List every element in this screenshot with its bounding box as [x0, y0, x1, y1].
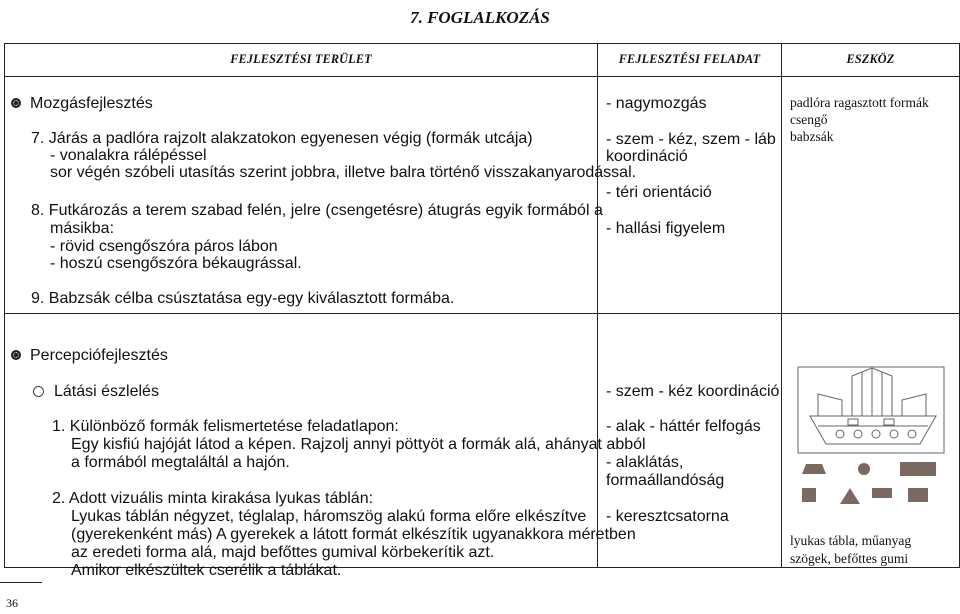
boat-worksheet-illustration: [788, 364, 950, 514]
task-line: - hallási figyelem: [606, 220, 726, 237]
activity-line: sor végén szóbeli utasítás szerint jobbra, illetve balra történő visszakanyarodással.: [50, 164, 637, 181]
flower-bullet-icon: [11, 98, 21, 108]
task-line: - nagymozgás: [606, 95, 707, 112]
footer-separator: [0, 582, 42, 583]
activity-line: - rövid csengőszóra páros lábon: [50, 238, 278, 255]
header-development-task: FEJLESZTÉSI FELADAT: [598, 44, 782, 77]
task-line: koordináció: [606, 148, 688, 165]
activity-line: Amikor elkészültek cserélik a táblákat.: [71, 562, 342, 579]
activity-line: Lyukas táblán négyzet, téglalap, háromszög alakú forma előre elkészítve: [71, 508, 587, 525]
activity-line: - hoszú csengőszóra békaugrással.: [50, 255, 302, 272]
header-tools: ESZKÖZ: [782, 44, 960, 77]
task-line: - szem - kéz, szem - láb: [606, 131, 776, 148]
tool-line: csengő: [790, 112, 828, 127]
activity-line: - vonalakra rálépéssel: [50, 147, 207, 164]
task-line: - alaklátás,: [606, 454, 684, 471]
activity-line: az eredeti forma alá, majd befőttes gumival körbekerítik azt.: [71, 544, 495, 561]
activity-line: 2. Adott vizuális minta kirakása lyukas táblán:: [52, 490, 374, 507]
activity-line: 7. Járás a padlóra rajzolt alakzatokon egyenesen végig (formák utcája): [31, 130, 533, 147]
activity-line: 1. Különböző formák felismertetése feladatlapon:: [52, 418, 399, 435]
activity-line: (gyerekenként más) A gyerekek a látott formát elkészítik ugyanakkora méretben: [71, 526, 636, 543]
task-line: - alak - háttér felfogás: [606, 418, 761, 435]
header-row: [5, 44, 960, 77]
task-line: - téri orientáció: [606, 184, 712, 201]
flower-bullet-icon: [11, 350, 21, 360]
activity-line: Egy kisfiú hajóját látod a képen. Rajzolj annyi pöttyöt a formák alá, ahányat abból: [71, 436, 646, 453]
section-heading-perception: Percepciófejlesztés: [30, 347, 168, 364]
tool-line: padlóra ragasztott formák: [790, 95, 929, 110]
task-line: formaállandóság: [606, 472, 725, 489]
header-development-area: FEJLESZTÉSI TERÜLET: [5, 44, 598, 77]
page-title: 7. FOGLALKOZÁS: [410, 8, 550, 27]
tool-line: babzsák: [790, 129, 834, 144]
sun-bullet-icon: [33, 386, 44, 397]
activity-line: a formából megtaláltál a hajón.: [71, 454, 290, 471]
activity-line: másikba:: [50, 220, 115, 237]
tool-line: lyukas tábla, műanyag: [790, 533, 912, 548]
activity-line: 8. Futkározás a terem szabad felén, jelre (csengetésre) átugrás egyik formából a: [31, 202, 603, 219]
section-heading-movement: Mozgásfejlesztés: [30, 95, 153, 112]
task-line: - keresztcsatorna: [606, 508, 729, 525]
page-number: 36: [6, 596, 18, 610]
task-line: - szem - kéz koordináció: [606, 383, 780, 400]
activity-line: 9. Babzsák célba csúsztatása egy-egy kiválasztott formába.: [31, 290, 455, 307]
subsection-heading-visual: Látási észlelés: [54, 383, 159, 400]
tool-line: szögek, befőttes gumi: [790, 551, 909, 566]
